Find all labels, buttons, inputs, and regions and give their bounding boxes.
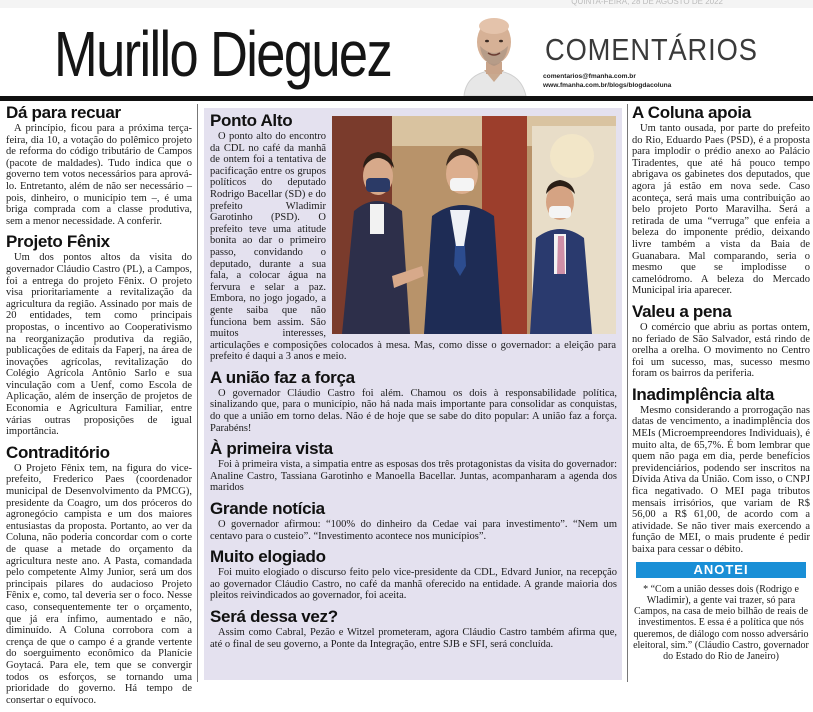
left-column: [6, 104, 192, 712]
article-title: Será dessa vez?: [210, 607, 338, 626]
contact-info: [543, 72, 671, 90]
article-body: Mesmo considerando a prorrogação nas datas de vencimento, a inadimplência dos MEIs (Microempreendores Individuais), é muito alta, de 65,7%. É bom lembrar que quem não paga em dia, perde benefícios previdenciários, podendo ser inscritos na Dívida Ativa da União. Com isso, o CNPJ fica negativado. O MEI paga tributos mensais irrisórios, que variam de R$ 56,00 a R$ 61,00, de acordo com a atividade. Se não tiver mais exercendo a função de MEI, o mais prudente é pedir baixa para cessar o débito.: [632, 404, 810, 555]
article-title: A Coluna apoia: [632, 103, 751, 122]
article-body: O comércio que abriu as portas ontem, no feriado de São Salvador, está rindo de orelha a orelha. O movimento no Centro foi um sucesso, mas, sucesso mesmo foram os bairros da periferia.: [632, 321, 810, 380]
right-column: [632, 104, 810, 669]
article-title: A união faz a força: [210, 367, 355, 387]
article-body: O governador afirmou: “100% do dinheiro da Cedae vai para investimento”. “Nem um centavo para o custeio”. “Investimento acontece nos municípios”.: [210, 519, 617, 542]
article-title: Ponto Alto: [210, 111, 293, 130]
column-divider: [197, 104, 198, 682]
article-valeu-a-pena: [632, 303, 810, 380]
article-inadimplencia-alta: [632, 386, 810, 556]
article-projeto-fenix: [6, 233, 192, 438]
article-da-para-recuar: [6, 104, 192, 227]
article-body: A princípio, ficou para a próxima terça-feira, dia 10, a votação do polêmico projeto de reforma do código tributário de Campos (pacote de maldades). Tudo indica que o governo tem votos necessários para aprová-lo. Entretanto, além de não ser necessário – pois, dinheiro, o município tem –, é uma briga comprada com a classe produtiva, sem a menor necessidade. A conferir.: [6, 123, 192, 227]
masthead-rule: [0, 96, 813, 101]
article-body: Foi à primeira vista, a simpatia entre as esposas dos três protagonistas da visita do governador: Analine Castro, Tassiana Garotinho e Manoella Bacellar. Juntas, acompanharam a agenda dos maridos: [210, 459, 617, 494]
email-link[interactable]: comentarios@fmanha.com.br: [543, 73, 636, 80]
columnist-name: Murillo Dieguez: [54, 18, 392, 90]
article-sera-dessa-vez: [204, 608, 622, 650]
article-title: Dá para recuar: [6, 103, 121, 122]
event-photo: [332, 116, 616, 334]
article-title: Projeto Fênix: [6, 232, 110, 252]
article-a-primeira-vista: [204, 440, 622, 494]
article-title: Grande notícia: [210, 499, 325, 519]
article-grande-noticia: [204, 500, 622, 542]
article-ponto-alto: [204, 108, 622, 363]
article-title: Muito elogiado: [210, 547, 326, 567]
article-body: O ponto alto do encontro da CDL no café da manhã de ontem foi a tentativa de pacificação entre os grupos políticos do deputado Rodrigo Bacellar (SD) e do prefeito Wladimir Garotinho (PSD). O prefeito teve uma atitude bonita ao dar o primeiro passo, convidando o deputado, durante a sua fala, a colocar água na fervura e selar a paz. Embora, no jogo jogado, a gente saiba que não funciona bem assim. São muitos interesses, articulações e composições colocados à mesa. Mas, como disse o governador: a eleição para prefeito é daqui a 3 anos e meio.: [210, 131, 616, 363]
anotei-banner: ANOTEI: [636, 562, 806, 578]
column-divider: [627, 104, 628, 682]
article-a-uniao-faz-a-forca: [204, 369, 622, 434]
columnist-portrait: [458, 12, 530, 96]
article-title: Inadimplência alta: [632, 384, 774, 404]
article-title: Valeu a pena: [632, 301, 732, 321]
section-title: COMENTÁRIOS: [545, 32, 758, 67]
article-body: Um tanto ousada, por parte do prefeito do Rio, Eduardo Paes (PSD), é a proposta para implodir o prédio anexo ao Palácio Tiradentes, que até há pouco tempo abrigava os gabinetes dos deputados, que agora já estão em nova sede. Caso aconteça, será mais uma contribuição ao belo projeto Porto Maravilha. Será a retirada de uma “verruga” que enfeia a beleza do imponente prédio, deixando livre também a vista da Baia de Guanabara. Mal comparando, seria o mesmo que se implodisse o camelódromo. A beleza do Mercado Municipal iria aparecer.: [632, 123, 810, 297]
edition-date: QUINTA-FEIRA, 28 DE AGOSTO DE 2022: [571, 0, 723, 6]
article-body: Assim como Cabral, Pezão e Witzel prometeram, agora Cláudio Castro também afirma que, até o final de seu governo, a Ponte da Integração, entre SJB e SFI, será concluída.: [210, 627, 617, 650]
article-title: À primeira vista: [210, 439, 333, 459]
article-body: O Projeto Fênix tem, na figura do vice-prefeito, Frederico Paes (coordenador municipal de Desenvolvimento da PMCG), presidente da Coagro, um dos próceros do agronegócio campista e um dos maiores entusiastas da proposta. Portanto, ao ver da Coluna, não poderia concordar com o corte de quase a metade do orçamento da agricultura neste ano. A Pasta, comandada pelo competente Almy Junior, será um dos principais pilares do audacioso Projeto Fênix e, como, tal deveria ser o foco. Nesse caso, consequentemente ter o orçamento, que já era ínfimo, aumentado e não, diminuído. A Coluna corrobora com a crença de que o campo é a grande vertente do soerguimento econômico da Planície Goytacá. Para ele, tem que se convergir todos os esforços, se tornando uma prioridade do governo. Há tempo de consertar o equívoco.: [6, 462, 192, 706]
blog-link[interactable]: www.fmanha.com.br/blogs/blogdacoluna: [543, 82, 672, 89]
anotei-quote: * “Com a união desses dois (Rodrigo e Wladimir), a gente vai trazer, só para Campos, na casa de meio bilhão de reais de investimentos. E essa é a política que nós queremos, de diálogo com nosso adversário eleitoral, sim.” (Cláudio Castro, governador do Estado do Rio de Janeiro): [633, 583, 809, 663]
article-body: O governador Cláudio Castro foi além. Chamou os dois à responsabilidade política, sinalizando que, para o município, não há nada mais importante para consolidar as conquistas, do que a união em torno delas. Não é de hoje que se sabe do dito popular: A união faz a força. Parabéns!: [210, 387, 617, 434]
article-title: Contraditório: [6, 442, 110, 462]
article-body: Um dos pontos altos da visita do governador Cláudio Castro (PL), a Campos, foi a entrega do projeto Fênix. O projeto visa prioritariamente a revitalização da agricultura da região. Assinado por mais de 20 entidades, tem como principais propostas, o incentivo ao Cooperativismo na reorganização produtiva da região, publicações de editais da Faperj, na área de inovações agrícolas, revitalização do Colégio Agrícola Antônio Sarlo e sua vinculação com a Uenf, como Escola de Aplicação, além de inserção de projetos de Economia e Agricultura Familiar, entre várias outras proposições de igual importância.: [6, 252, 192, 438]
center-column: [204, 108, 622, 680]
article-a-coluna-apoia: [632, 104, 810, 297]
article-muito-elogiado: [204, 548, 622, 602]
article-body: Foi muito elogiado o discurso feito pelo vice-presidente da CDL, Edvard Junior, na recepção ao governador Cláudio Castro, no café da manhã oferecido na entidade. A grande maioria dos pleitos reivindicados ao governador, foi aceita.: [210, 567, 617, 602]
article-contraditorio: [6, 444, 192, 706]
